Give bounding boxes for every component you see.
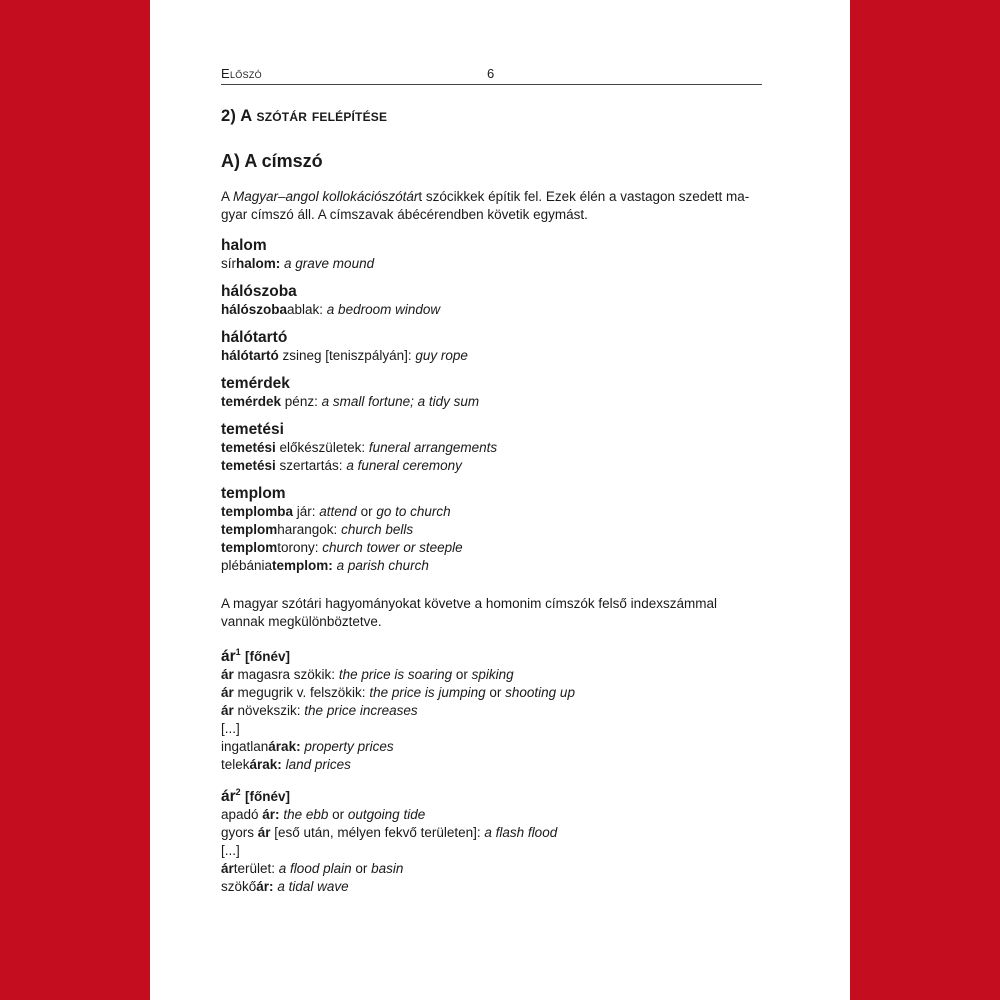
headword-text: halom [221,237,267,254]
text-segment: magasra szökik: [233,667,339,683]
text-segment: pénz: [281,394,322,409]
translation-segment: a small fortune; a tidy sum [321,394,480,409]
translation-segment: funeral arrangements [368,440,498,455]
headword [221,783,762,806]
collocation-line [221,503,762,521]
page-number: 6 [487,66,495,81]
dictionary-title: Magyar–angol kollokációszótár [233,189,419,204]
text-segment: szertartás: [275,458,347,473]
text-segment: telek [221,757,250,773]
collocation-line [221,738,762,756]
bold-segment: temetési [221,458,276,473]
intro-paragraph [221,188,762,224]
text-segment: plébánia [221,558,273,573]
section-title: 2) A szótár felépítése [221,107,388,125]
dictionary-entry [221,643,762,774]
collocation-line [221,860,762,878]
dictionary-entry [221,783,762,896]
bold-segment: halom: [236,256,281,271]
headword [221,236,762,255]
text-segment: or [351,861,372,877]
headword [221,328,762,347]
dictionary-entry [221,484,762,575]
headword-text: hálótartó [221,329,288,346]
collocation-line [221,347,762,365]
bold-segment: árak: [268,739,301,755]
text-segment: torony: [277,540,323,555]
text-segment: harangok: [277,522,342,537]
text-segment: szökő [221,879,257,895]
collocation-line [221,720,762,738]
text-segment: [...] [221,721,240,737]
headword-text: ár [221,788,236,806]
collocation-line [221,806,762,824]
headword-text: ár [221,648,236,666]
headword-text: hálószoba [221,283,297,300]
bold-segment: ár: [256,879,274,895]
text-segment: növekszik: [233,703,305,719]
text-segment: or [356,504,377,519]
document-page [150,0,850,1000]
intro-text-start: A [221,189,234,204]
headword-text: temérdek [221,375,290,392]
translation-segment: basin [371,861,404,877]
text-segment: terület: [233,861,279,877]
headword-text: temetési [221,421,284,438]
bold-segment: templom [221,540,278,555]
text-segment: ingatlan [221,739,269,755]
text-segment: [...] [221,843,240,859]
translation-segment: a funeral ceremony [346,458,462,473]
bold-segment: ár [221,703,234,719]
headword [221,282,762,301]
translation-segment: go to church [376,504,451,519]
translation-segment: land prices [285,757,351,773]
collocation-line [221,301,762,319]
bold-segment: temérdek [221,394,282,409]
translation-segment: property prices [304,739,394,755]
headword [221,374,762,393]
dictionary-entry [221,328,762,365]
text-segment: or [328,807,348,823]
bold-segment: templom [221,522,278,537]
translation-segment: attend [319,504,357,519]
text-segment: or [452,667,472,683]
collocation-line [221,255,762,273]
entries-list-a [221,236,762,575]
headword [221,420,762,439]
bold-segment: árak: [249,757,282,773]
translation-segment: outgoing tide [347,807,426,823]
translation-segment: a bedroom window [326,302,441,317]
text-segment: gyors [221,825,258,841]
bold-segment: templomba [221,504,294,519]
bold-segment: temetési [221,440,276,455]
text-segment: or [485,685,506,701]
text-segment: ablak: [287,302,327,317]
homonym-index: 1 [235,647,241,657]
bold-segment: ár: [262,807,280,823]
translation-segment: the price is jumping [369,685,486,701]
translation-segment: a parish church [336,558,429,573]
collocation-line [221,702,762,720]
bold-segment: ár [221,861,234,877]
translation-segment: the price increases [304,703,418,719]
dictionary-entry [221,236,762,273]
homonym-index: 2 [235,787,241,798]
dictionary-entry [221,374,762,411]
page-content [221,64,762,896]
collocation-line [221,666,762,684]
collocation-line [221,539,762,557]
headword [221,643,762,666]
translation-segment: church bells [341,522,414,537]
homonym-note: A magyar szótári hagyományokat követve a homonim címszók felső indexszámmal vannak megkülönböztetve. [221,596,717,629]
collocation-line [221,842,762,860]
bold-segment: ár [221,667,234,683]
part-of-speech: [főnév] [244,789,290,805]
bold-segment: ár [221,685,234,701]
text-segment: megugrik v. felszökik: [233,685,370,701]
translation-segment: the ebb [283,807,329,823]
bold-segment: hálótartó [221,348,279,363]
running-head-title: Előszó [221,66,262,81]
entries-list-b [221,643,762,896]
collocation-line [221,684,762,702]
bold-segment: ár [257,825,271,841]
bold-segment: templom: [272,558,333,573]
headword-text: templom [221,485,286,502]
text-segment: apadó [221,807,263,823]
subsection-title: A) A címszó [221,151,323,171]
headword [221,484,762,503]
dictionary-entry [221,282,762,319]
dictionary-entry [221,420,762,475]
translation-segment: the price is soaring [338,667,453,683]
translation-segment: spiking [471,667,514,683]
text-segment: zsineg [teniszpályán]: [278,348,416,363]
text-segment: előkészületek: [275,440,369,455]
collocation-line [221,439,762,457]
text-segment: jár: [293,504,320,519]
text-segment: sír [221,256,236,271]
collocation-line [221,756,762,774]
intro-text-end: t szócikkek építik fel. Ezek élén a vastagon szedett ma-gyar címszó áll. A címszavak ábécérendben követik egymást. [221,189,750,222]
translation-segment: church tower or steeple [322,540,463,555]
collocation-line [221,557,762,575]
translation-segment: a flood plain [278,861,352,877]
translation-segment: shooting up [505,685,575,701]
translation-segment: a flash flood [484,825,558,841]
collocation-line [221,521,762,539]
collocation-line [221,824,762,842]
running-head [221,64,762,85]
translation-segment: a tidal wave [277,879,349,895]
translation-segment: guy rope [415,348,468,363]
collocation-line [221,457,762,475]
collocation-line [221,878,762,896]
translation-segment: a grave mound [284,256,375,271]
collocation-line [221,393,762,411]
part-of-speech: [főnév] [244,649,290,665]
bold-segment: hálószoba [221,302,288,317]
text-segment: [eső után, mélyen fekvő területen]: [270,825,485,841]
